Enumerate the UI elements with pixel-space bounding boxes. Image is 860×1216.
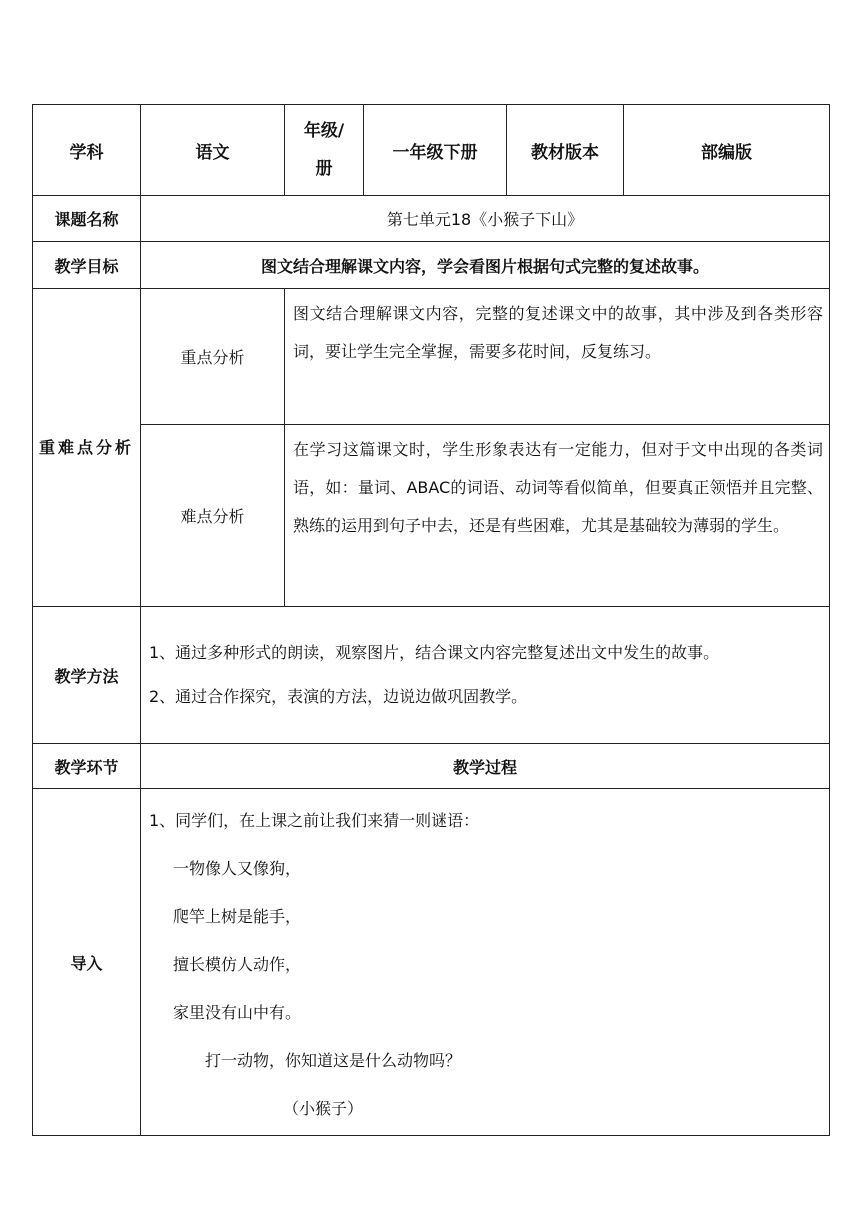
edition-label: 教材版本 [507, 105, 624, 196]
process-header-row [33, 744, 830, 789]
title-row [33, 196, 830, 242]
question-line: 打一动物，你知道这是什么动物吗？ [205, 1051, 462, 1070]
intro-row [33, 789, 830, 1136]
process-header: 教学过程 [141, 744, 830, 789]
header-row [33, 105, 830, 196]
title-value: 第七单元18《小猴子下山》 [141, 196, 830, 242]
riddle-line: 爬竿上树是能手， [173, 907, 302, 926]
riddle-line: 一物像人又像狗， [173, 859, 302, 878]
title-label: 课题名称 [33, 196, 141, 242]
lesson-plan-table [32, 104, 830, 1136]
analysis-label: 重难点分析 [33, 289, 141, 607]
method-item: 2、通过合作探究，表演的方法，边说边做巩固教学。 [149, 687, 528, 706]
method-row [33, 607, 830, 744]
subject-label: 学科 [33, 105, 141, 196]
intro-label: 导入 [33, 789, 141, 1136]
method-label: 教学方法 [33, 607, 141, 744]
key-point-row [33, 289, 830, 425]
difficult-point-row [33, 425, 830, 607]
goal-value: 图文结合理解课文内容，学会看图片根据句式完整的复述故事。 [141, 242, 830, 289]
grade-value: 一年级下册 [364, 105, 507, 196]
goal-row [33, 242, 830, 289]
grade-label [285, 105, 364, 196]
difficult-point-text: 在学习这篇课文时，学生形象表达有一定能力，但对于文中出现的各类词语，如：量词、ABAC的词语、动词等看似简单，但要真正领悟并且完整、熟练的运用到句子中去，还是有些困难，尤其是基础较为薄弱的学生。 [285, 425, 830, 607]
intro-content [141, 789, 830, 1136]
method-item: 1、通过多种形式的朗读，观察图片，结合课文内容完整复述出文中发生的故事。 [149, 643, 720, 662]
method-content [141, 607, 830, 744]
answer-line: （小猴子） [283, 1099, 364, 1118]
subject-value: 语文 [141, 105, 285, 196]
intro-line: 1、同学们，在上课之前让我们来猜一则谜语： [149, 811, 480, 830]
key-point-label: 重点分析 [141, 289, 285, 425]
riddle-line: 家里没有山中有。 [173, 1003, 302, 1022]
key-point-text: 图文结合理解课文内容，完整的复述课文中的故事，其中涉及到各类形容词，要让学生完全掌握，需要多花时间，反复练习。 [285, 289, 830, 425]
difficult-point-label: 难点分析 [141, 425, 285, 607]
edition-value: 部编版 [624, 105, 830, 196]
goal-label: 教学目标 [33, 242, 141, 289]
grade-label-line2: 册 [315, 159, 333, 179]
grade-label-line1: 年级/ [303, 121, 345, 141]
riddle-line: 擅长模仿人动作， [173, 955, 302, 974]
stage-header: 教学环节 [33, 744, 141, 789]
